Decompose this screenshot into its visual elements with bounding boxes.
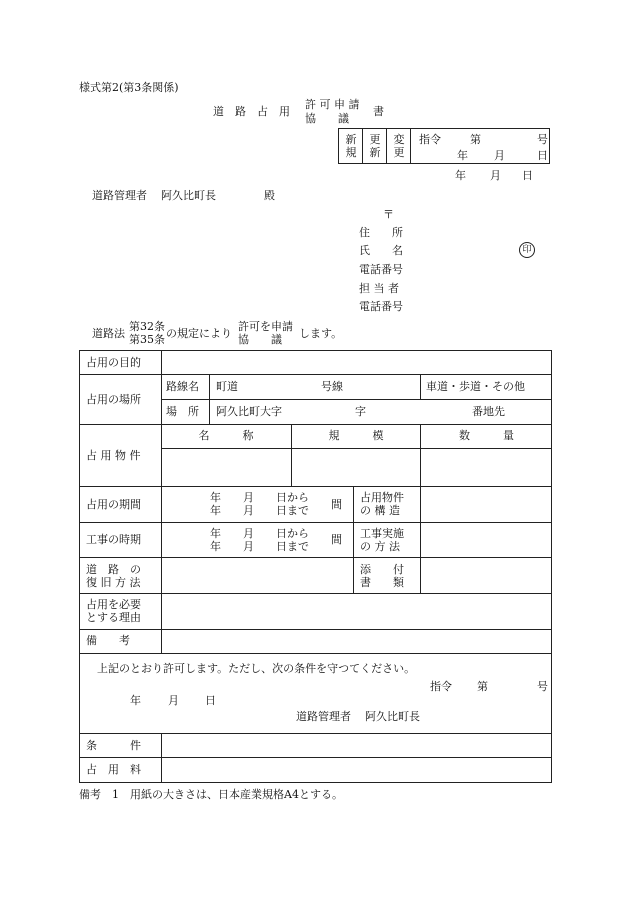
reason-label: 占用を必要 とする理由 bbox=[86, 598, 141, 624]
new-checkbox[interactable]: 新 規 bbox=[345, 133, 357, 159]
approval-year: 年 bbox=[130, 694, 141, 707]
attach-label: 添 付 書 類 bbox=[360, 563, 404, 589]
period-label: 占用の期間 bbox=[86, 498, 141, 511]
name-label: 氏 名 bbox=[359, 244, 403, 257]
law-options: 許可を申請 協 議 bbox=[238, 320, 293, 346]
col-quantity: 数 量 bbox=[459, 429, 514, 442]
road-type[interactable]: 車道・歩道・その他 bbox=[426, 380, 525, 393]
contact-phone-label: 電話番号 bbox=[359, 300, 403, 313]
approval-shirei: 指令 bbox=[430, 680, 452, 693]
restore-label: 道 路 の 復 旧 方 法 bbox=[86, 563, 141, 589]
period-aida: 間 bbox=[331, 498, 342, 511]
location-value[interactable]: 阿久比町大字 bbox=[216, 405, 282, 418]
work-aida: 間 bbox=[331, 533, 342, 546]
law-prefix: 道路法 bbox=[92, 327, 125, 340]
work-time-label: 工事の時期 bbox=[86, 533, 141, 546]
col-name: 名 称 bbox=[198, 429, 254, 442]
box-year: 年 bbox=[457, 149, 468, 162]
remarks-label: 備 考 bbox=[86, 634, 130, 647]
approval-month: 月 bbox=[168, 694, 179, 707]
place-label: 占用の場所 bbox=[86, 393, 141, 406]
date-month: 月 bbox=[490, 169, 501, 182]
shirei-label: 指令 bbox=[419, 133, 441, 146]
footnote: 備考 1 用紙の大きさは、日本産業規格A4とする。 bbox=[79, 788, 343, 801]
conditions-label: 条 件 bbox=[86, 739, 141, 752]
phone-label: 電話番号 bbox=[359, 263, 403, 276]
location-label: 場 所 bbox=[166, 405, 199, 418]
fee-label: 占 用 料 bbox=[86, 763, 141, 776]
title-option-consult: 協 議 bbox=[305, 112, 349, 125]
format-label: 様式第2(第3条関係) bbox=[79, 81, 179, 94]
approval-day: 日 bbox=[205, 694, 216, 707]
title-option-permit: 許 可 申 請 bbox=[305, 98, 360, 111]
date-day: 日 bbox=[522, 169, 533, 182]
address-label: 住 所 bbox=[359, 226, 403, 239]
contact-label: 担 当 者 bbox=[359, 282, 399, 295]
go-label: 号 bbox=[537, 133, 548, 146]
addressee-label: 道路管理者 bbox=[92, 189, 147, 202]
structure-label: 占用物件 の 構 造 bbox=[360, 491, 404, 517]
route-value[interactable]: 町道 bbox=[216, 380, 238, 393]
period-dates[interactable]: 年 月 日から 年 月 日まで bbox=[210, 491, 309, 517]
objects-label: 占 用 物 件 bbox=[86, 449, 141, 462]
dai-label: 第 bbox=[470, 133, 481, 146]
purpose-label: 占用の目的 bbox=[86, 356, 141, 369]
col-scale: 規 模 bbox=[328, 429, 384, 442]
addressee-name: 阿久比町長 bbox=[161, 189, 216, 202]
aza-label: 字 bbox=[355, 405, 366, 418]
addressee-honorific: 殿 bbox=[264, 189, 275, 202]
work-dates[interactable]: 年 月 日から 年 月 日まで bbox=[210, 527, 309, 553]
route-label: 路線名 bbox=[166, 380, 199, 393]
approval-text: 上記のとおり許可します。ただし、次の条件を守つてください。 bbox=[97, 662, 416, 675]
box-month: 月 bbox=[494, 149, 505, 162]
banchi-label: 番地先 bbox=[472, 405, 505, 418]
route-suffix: 号線 bbox=[321, 380, 343, 393]
box-day: 日 bbox=[537, 149, 548, 162]
approval-mayor: 阿久比町長 bbox=[365, 710, 420, 723]
seal-icon: 印 bbox=[519, 242, 535, 258]
title-suffix: 書 bbox=[373, 105, 384, 118]
work-method-label: 工事実施 の 方 法 bbox=[360, 527, 404, 553]
law-middle: の規定により bbox=[166, 327, 232, 340]
approval-go: 号 bbox=[537, 680, 548, 693]
postal-mark: 〒 bbox=[383, 208, 394, 221]
approval-admin: 道路管理者 bbox=[296, 710, 351, 723]
renew-checkbox[interactable]: 更 新 bbox=[369, 133, 381, 159]
title-main: 道 路 占 用 bbox=[213, 105, 290, 118]
date-year: 年 bbox=[455, 169, 466, 182]
change-checkbox[interactable]: 変 更 bbox=[393, 133, 405, 159]
law-articles: 第32条 第35条 bbox=[129, 320, 165, 346]
law-suffix: します。 bbox=[299, 327, 343, 340]
approval-dai: 第 bbox=[477, 680, 488, 693]
